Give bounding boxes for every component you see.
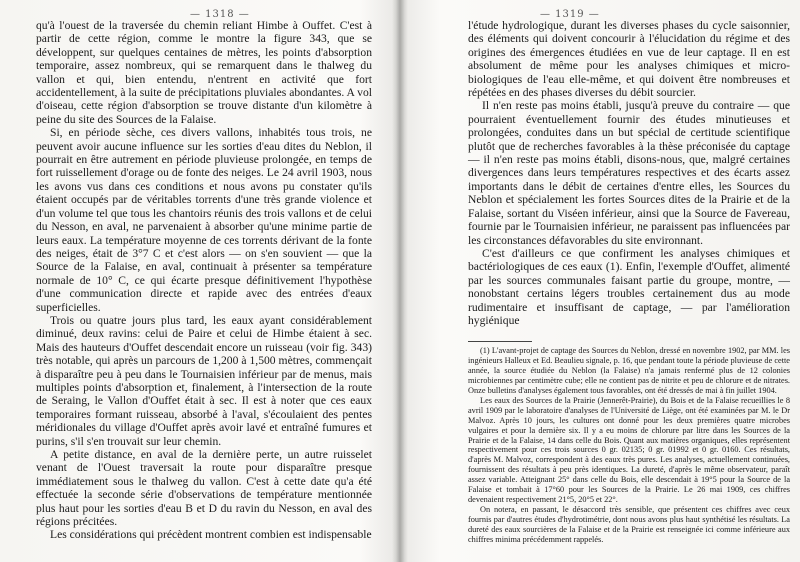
left-page xyxy=(0,0,398,562)
left-paragraph-2: Si, en période sèche, ces divers vallons, inhabités tous trois, ne peuvent avoir aucune influence sur les sorties d'eau dites du Neblon, il pourrait en être autrement en période pluvieuse prolongée, en temps de fort ruissellement d'orage ou de fonte des neiges. Le 24 avril 1903, nous les avons vus dans ces conditions et nous avons pu constater qu'ils étaient occupés par de véritables torrents d'une très grande violence et d'un volume tel que tous les chantoirs réunis des trois vallons et de celui du Nesson, en aval, ne parvenaient à absorber qu'une minime partie de leurs eaux. La température moyenne de ces torrents dérivant de la fonte des neiges, était de 3°7 C et c'est alors — on s'en souvient — que la Source de la Falaise, en aval, continuait à présenter sa température normale de 10° C, ce qui écarte presque définitivement l'hypothèse d'une communication directe et rapide avec des entrées d'eaux superficielles. xyxy=(36,126,372,314)
footnote-separator xyxy=(468,341,532,342)
right-page xyxy=(402,0,800,562)
left-paragraph-1: qu'à l'ouest de la traversée du chemin reliant Himbe à Ouffet. C'est à partir de cette région, comme le montre la figure 343, que se développent, sur quelques centaines de mètres, les points d'absorption temporaire, assez nombreux, qui se remarquent dans le thalweg du vallon et qui, bien entendu, n'entrent en activité que fort accidentellement, à la suite de précipitations pluviales abondantes. A vol d'oiseau, cette région d'absorption se trouve distante d'un kilomètre à peine du site des Sources de la Falaise. xyxy=(36,19,372,126)
right-text-column xyxy=(468,19,790,544)
footnote-3: On notera, en passant, le désaccord très sensible, que présentent ces chiffres avec ceux fournis par d'autres études d'hydrotimétrie, dont nous avons plus haut synthétisé les résultats. La dureté des eaux sourcières de la Falaise et de la Prairie est renseignée ici comme inférieure aux chiffres minima précédemment rappelés. xyxy=(468,504,790,544)
right-paragraph-1: l'étude hydrologique, durant les diverses phases du cycle saisonnier, des éléments qui doivent concourir à l'élucidation du régime et des origines des émergences étudiées en vue de leur captage. Il en est absolument de même pour les analyses chimiques et micro-biologiques de l'eau elle-même, et qui doivent être nombreuses et répétées en des phases diverses du débit sourcier. xyxy=(468,19,790,100)
page-number-right: — 1319 — xyxy=(540,9,600,20)
right-paragraph-3: C'est d'ailleurs ce que confirment les analyses chimiques et bactériologiques de ces eaux (1). Enfin, l'exemple d'Ouffet, alimenté par les sources communales faisant partie du groupe, montre, — nonobstant certains légers troubles certainement dus au mode rudimentaire et insuffisant de captage, — par l'amélioration hygiénique xyxy=(468,246,790,327)
page-number-left: — 1318 — xyxy=(190,9,250,20)
left-paragraph-3: Trois ou quatre jours plus tard, les eaux ayant considérablement diminué, deux ravins: celui de Paire et celui de Himbe étaient à sec. Mais des hauteurs d'Ouffet descendait encore un ruisseau (voir fig. 343) très notable, qui après un parcours de 1,200 à 1,500 mètres, commençait à disparaître peu à peu dans le Tournaisien inférieur par de menus, mais multiples points d'absorption et, finalement, à l'intersection de la route de Seraing, le Vallon d'Ouffet était à sec. Il est à noter que ces eaux temporaires formant ruisseau, absorbé à l'aval, s'écoulaient des pentes méridionales du village d'Ouffet après avoir lavé et entraîné fumures et purins, s'il s'en trouvait sur leur chemin. xyxy=(36,313,372,448)
left-text-column xyxy=(36,19,372,542)
footnote-2: Les eaux des Sources de la Prairie (Jennerêt-Prairie), du Bois et de la Falaise recueillies le 8 avril 1909 par le laboratoire d'analyses de l'Université de Liège, ont été examinées par M. le Dr Malvoz. Après 10 jours, les cultures ont donné pour les deux premières quatre microbes vulgaires et pour la dernière six. Il y a eu moins de chlorure par litre dans les Sources de la Prairie et de la Falaise, 14 dans celle du Bois. Quant aux matières organiques, elles représentent respectivement pour ces trois sources 0 gr. 02135; 0 gr. 01992 et 0 gr. 0160. Ces résultats, d'après M. Malvoz, correspondent à des eaux très pures. Les analyses, actuellement continuées, fournissent des résultats à peu près identiques. La dureté, d'après le même observateur, paraît assez variable. Atteignant 25° dans celle du Bois, elle descendait à 19°5 pour la Source de la Falaise et tombait à 17°60 pour les Sources de la Prairie. Le 26 mai 1909, ces chiffres devenaient respectivement 21°5, 20°5 et 22°. xyxy=(468,395,790,504)
right-paragraph-2: Il n'en reste pas moins établi, jusqu'à preuve du contraire — que pourraient éventuellement fournir des études minutieuses et prolongées, conduites dans un but spécial de certitude scientifique plutôt que de recherches favorables à la thèse préconisée du captage — il n'en reste pas moins établi, disons-nous, que, malgré certaines divergences dans leurs températures respectives et des écarts assez importants dans le débit de certaines d'entre elles, les Sources du Neblon et spécialement les fortes Sources dites de la Prairie et de la Falaise, sortant du Viséen inférieur, ainsi que la Source de Favereau, fournie par le Tournaisien inférieur, ne paraissent pas influencées par les circonstances défavorables du site environnant. xyxy=(468,99,790,247)
left-paragraph-4: A petite distance, en aval de la dernière perte, un autre ruisselet venant de l'Ouest traversait la route pour disparaître presque immédiatement sous le thalweg du vallon. C'est à cette date qu'a été effectuée la seconde série d'observations de température mentionnée plus haut pour les sorties d'eau B et D du ravin du Nesson, en aval des régions précitées. xyxy=(36,448,372,529)
footnote-1: (1) L'avant-projet de captage des Sources du Neblon, dressé en novembre 1902, par MM. les ingénieurs Halleux et Ed. Beaulieu signale, p. 16, que pendant toute la période pluvieuse de cette année, la source étudiée du Neblon (la Falaise) n'a jamais renfermé plus de 12 colonies microbiennes par centimètre cube; elle ne contient pas de nitrite et peu de chlorure et de nitrates. Onze bulletins d'analyses également tous favorables, ont été dressés de mai à fin juillet 1904. xyxy=(468,346,790,395)
footnotes xyxy=(468,346,790,544)
left-paragraph-5: Les considérations qui précèdent montrent combien est indispensable xyxy=(50,528,372,542)
